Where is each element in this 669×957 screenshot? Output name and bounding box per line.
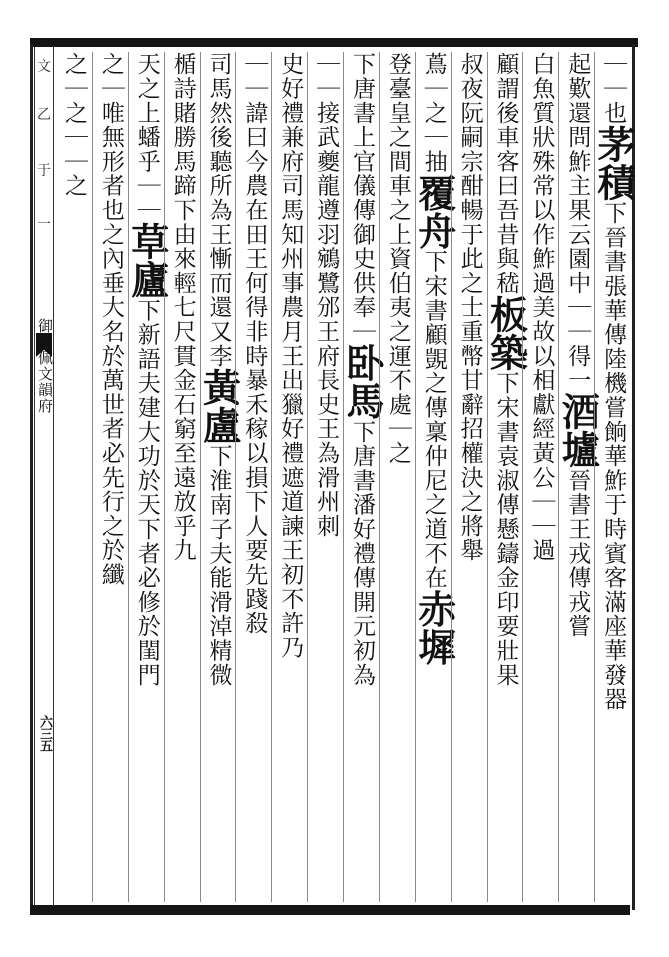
- text-column: [307, 52, 343, 902]
- text-run: 之｜之｜｜之: [61, 52, 87, 198]
- text-run: 起歎還問鮓主果云園中｜｜得一: [564, 52, 591, 393]
- text-column: [164, 52, 200, 902]
- headword: 覆舟: [411, 173, 457, 250]
- text-column-body: [380, 52, 415, 902]
- text-run: 天之上蟠乎｜｜: [133, 52, 160, 223]
- text-column-body: [411, 52, 457, 902]
- headword: 板築: [483, 295, 529, 371]
- text-column-body: [165, 52, 200, 902]
- text-run: 登臺皇之間: [384, 52, 411, 174]
- text-column-body: [93, 52, 128, 902]
- text-column: [522, 52, 558, 902]
- text-column: [379, 52, 415, 902]
- text-column-body: [452, 52, 487, 902]
- text-run: 下宋書袁淑傳懸鑄金印要壯果: [492, 371, 519, 687]
- text-column: [92, 52, 128, 902]
- text-run: 叔夜阮嗣宗酣暢于此: [456, 52, 483, 271]
- headword: 酒壚: [555, 392, 601, 469]
- text-run: 之士重幣甘辭招權決之將舉: [456, 270, 483, 563]
- text-column: [235, 52, 271, 902]
- text-run: 晉書王戎傳戎嘗: [564, 468, 591, 639]
- text-column: [271, 52, 307, 902]
- text-column: [196, 52, 242, 902]
- gutter-fragment: 乙: [37, 107, 51, 123]
- text-column: [483, 52, 529, 902]
- text-column-body: [555, 52, 601, 902]
- headword: 茅積: [591, 124, 637, 201]
- text-run: 下晉書張華傳陸機嘗餉華鮓于時賓客滿座華發器: [600, 200, 627, 712]
- gutter-fragment: 文: [37, 59, 51, 75]
- text-run: 邠王府長史王為滑州刺: [313, 295, 340, 538]
- text-run: 史好禮兼府司馬知州事農月王出獵好禮遮道諫王初不許乃: [277, 52, 304, 660]
- text-column: [451, 52, 487, 902]
- headword: 黃盧: [196, 367, 242, 444]
- text-column: [591, 52, 637, 902]
- text-run: 蔦｜之｜抽: [420, 52, 447, 174]
- headword: 草廬: [124, 222, 170, 299]
- text-run: 司馬然後聽所為王慚而還又李: [205, 52, 232, 368]
- book-title: 御定佩文韻府: [36, 318, 54, 414]
- text-run: ｜｜諱曰今農在田王何得非時暴禾稼以損下人要先踐殺: [241, 52, 268, 636]
- headword: 卧馬: [340, 343, 385, 420]
- text-run: 白魚質狀殊常以作鮓過美故以相獻: [528, 52, 555, 417]
- text-column-body: [308, 52, 343, 902]
- text-column-body: [124, 52, 170, 902]
- text-run: 下唐書上官儀傳御史供奉｜: [349, 52, 375, 344]
- text-run: 下唐書潘好禮傳開元初為: [349, 419, 375, 687]
- headword: 赤墀: [411, 589, 457, 666]
- text-run: 車之上資伯夷之運不處｜之: [384, 173, 411, 466]
- text-column-body: [272, 52, 307, 902]
- text-column: [411, 52, 457, 902]
- text-run: 楯詩賭勝馬蹄下由來輕七尺: [169, 52, 196, 344]
- text-column-body: [56, 52, 91, 902]
- text-run: 之｜唯無形者也: [97, 52, 124, 223]
- gutter-fragment: 一: [37, 217, 51, 233]
- text-column-body: [196, 52, 242, 902]
- top-border-rule: [30, 38, 638, 47]
- gutter-line: [34, 47, 35, 905]
- bottom-border-rule: [30, 905, 630, 915]
- text-column-body: [483, 52, 529, 902]
- text-column-body: [591, 52, 637, 902]
- left-frame-line: [30, 44, 33, 910]
- text-run: ｜｜也: [600, 52, 627, 125]
- text-column: [56, 52, 92, 902]
- text-run: 之內垂大名於萬世者必先行之於纖: [97, 222, 124, 587]
- text-run: 下淮南子夫能滑淖精微: [205, 443, 232, 687]
- folio-number: 六三五: [37, 715, 52, 751]
- gutter-fragment: 于: [37, 163, 51, 179]
- text-run: ｜｜接武夔龍遵羽鵷鷺: [313, 52, 340, 295]
- gutter-line: [53, 47, 54, 905]
- text-column: [124, 52, 170, 902]
- text-run: 貫金石窮至遠放乎九: [169, 343, 196, 563]
- text-column-body: [236, 52, 271, 902]
- text-run: 經黃公｜｜過: [528, 416, 555, 563]
- text-column-body: [523, 52, 558, 902]
- text-column: [555, 52, 601, 902]
- text-run: 下宋書顧覬之傳稟仲尼之道不在: [420, 249, 447, 590]
- text-columns: [56, 52, 637, 902]
- text-column-body: [340, 52, 385, 902]
- text-column: [340, 52, 385, 902]
- text-run: 下新語夫建大功於天下者必修於閨門: [133, 298, 160, 687]
- text-run: 顧謂後車客曰吾昔與嵇: [492, 52, 519, 295]
